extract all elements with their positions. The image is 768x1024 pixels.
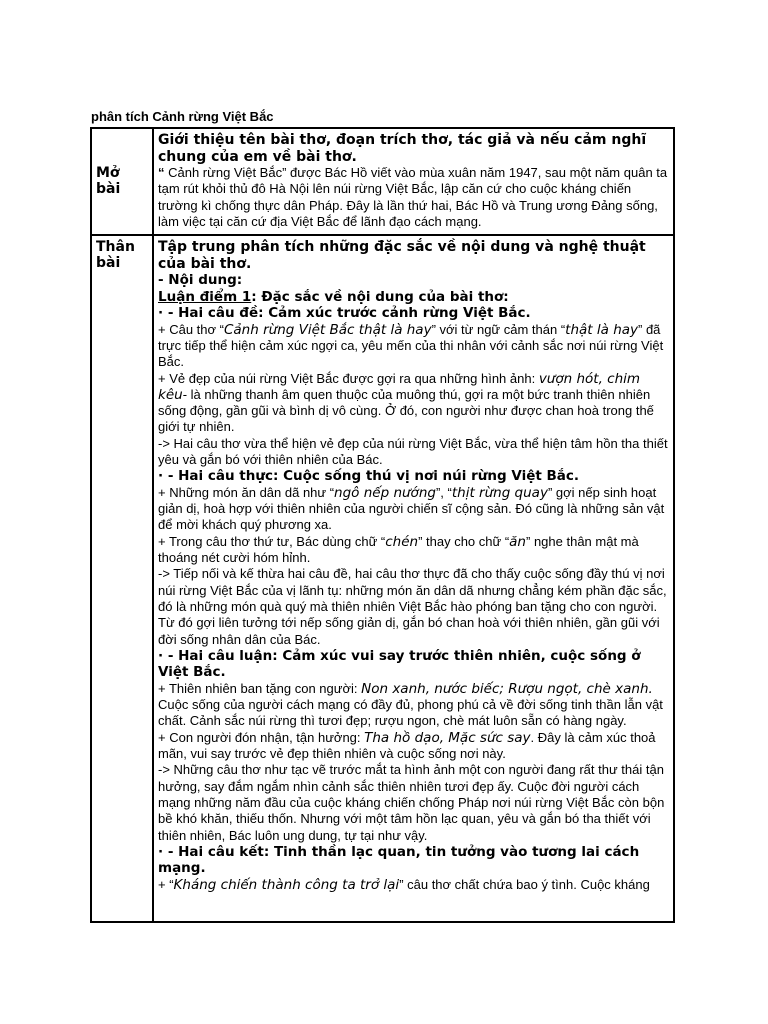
- content-mo-bai: [153, 128, 674, 235]
- luan-diem-label: Luận điểm 1: [158, 288, 252, 305]
- mo-bai-heading: Giới thiệu tên bài thơ, đoạn trích thơ, tác giả và nếu cảm nghĩ chung của em về bài thơ.: [158, 132, 647, 165]
- text: + Con người đón nhận, tận hưởng:: [158, 729, 365, 745]
- label-than-bai: Thân bài: [91, 235, 153, 922]
- text: + Vẻ đẹp của núi rừng Việt Bắc được gợi ra qua những hình ảnh:: [158, 370, 539, 386]
- text: + Trong câu thơ thứ tư, Bác dùng chữ “: [158, 533, 386, 549]
- mo-bai-text: [158, 165, 669, 230]
- poem-quote: Kháng chiến thành công ta trở lại: [173, 876, 400, 893]
- text: ” với từ ngữ cảm thán “: [431, 321, 566, 337]
- paragraph: -> Hai câu thơ vừa thể hiện vẻ đẹp của núi rừng Việt Bắc, vừa thể hiện tâm hồn tha thiết yêu và gắn bó với thiên nhiên của Bác.: [158, 435, 668, 468]
- poem-quote: ăn: [509, 533, 526, 550]
- text: + “: [158, 876, 174, 892]
- paragraph: [158, 681, 669, 730]
- poem-quote: vượn hót, chim kêu: [158, 370, 641, 403]
- than-bai-heading: Tập trung phân tích những đặc sắc về nội dung và nghệ thuật của bài thơ.: [158, 239, 646, 272]
- document-title: phân tích Cảnh rừng Việt Bắc: [91, 109, 274, 124]
- luan-diem-text: : Đặc sắc về nội dung của bài thơ:: [251, 288, 509, 305]
- text: - là những thanh âm quen thuộc của muông thú, gợi ra một bức tranh thiên nhiên sống động, gần gũi và bình dị vô cùng. Ở đó, con người như được chan hoà trong thế giới tự nhiên.: [158, 386, 654, 435]
- paragraph: [158, 485, 669, 534]
- text: ”, “: [435, 484, 452, 500]
- noi-dung-heading: - Nội dung:: [158, 272, 243, 289]
- poem-quote: Cảnh rừng Việt Bắc thật là hay: [223, 321, 432, 338]
- text: + Thiên nhiên ban tặng con người:: [158, 680, 362, 696]
- section-title-cau-de: · - Hai câu đề: Cảm xúc trước cảnh rừng Việt Bắc.: [158, 305, 531, 322]
- poem-quote: Non xanh, nước biếc; Rượu ngọt, chè xanh.: [361, 680, 653, 697]
- quote-mark: “: [158, 165, 165, 180]
- poem-quote: Tha hồ dạo, Mặc sức say: [364, 729, 531, 746]
- paragraph: -> Những câu thơ như tạc vẽ trước mắt ta hình ảnh một con người đang rất thư thái tận hưởng, say đắm ngắm nhìn cảnh sắc thiên nhiên tươi đẹp ấy. Cuộc đời người cách mạng những năm đầu của cuộc kháng chiến chống Pháp nơi núi rừng Việt Bắc còn bộn bề khó khăn, thiếu thốn. Nhưng với một tâm hồn lạc quan, yêu và gắn bó tha thiết với thiên nhiên, Bác luôn ung dung, tự tại như vậy.: [158, 762, 665, 843]
- text: ” gợi nếp sinh hoạt giản dị, hoà hợp với thiên nhiên của người chiến sĩ cộng sản. Đó cũng là những sản vật để mời khách quý phương xa.: [158, 484, 665, 533]
- text: + Câu thơ “: [158, 321, 224, 337]
- poem-quote: ngô nếp nướng: [334, 484, 436, 501]
- section-title-cau-luan: · - Hai câu luận: Cảm xúc vui say trước thiên nhiên, cuộc sống ở Việt Bắc.: [158, 647, 641, 681]
- text: + Những món ăn dân dã như “: [158, 484, 335, 500]
- row-mo-bai: [91, 128, 674, 235]
- poem-quote: chén: [385, 533, 419, 550]
- text: ” câu thơ chất chứa bao ý tình. Cuộc kháng: [399, 876, 650, 892]
- paragraph: -> Tiếp nối và kế thừa hai câu đề, hai câu thơ thực đã cho thấy cuộc sống đầy thú vị nơi núi rừng Việt Bắc của vị lãnh tụ: những món ăn dân dã nhưng chẳng kém phần đặc sắc, đó là những món quà quý mà thiên nhiên Việt Bắc hào phóng ban tặng cho con người. Từ đó gợi liên tưởng tới nếp sống giản dị, gắn bó chan hoà với thiên nhiên, gần gũi với đời sống nhân dân của Bác.: [158, 566, 667, 647]
- text: Cuộc sống của người cách mạng có đầy đủ, phong phú cả về đời sống tinh thần lẫn vật chất. Cảnh sắc núi rừng thì tươi đẹp; rượu ngon, chè mát luôn sẵn có hàng ngày.: [158, 697, 663, 729]
- content-than-bai: [153, 235, 674, 922]
- label-mo-bai: Mở bài: [91, 128, 153, 235]
- paragraph: [158, 371, 669, 436]
- mo-bai-paragraph: Cảnh rừng Việt Bắc” được Bác Hồ viết vào mùa xuân năm 1947, sau một năm quân ta tạm rút khỏi thủ đô Hà Nội lên núi rừng Việt Bắc, lập căn cứ cho cuộc kháng chiến trường kì chống thực dân Pháp. Đây là lần thứ hai, Bác Hồ và Trung ương Đảng sống, làm việc tại căn cứ địa Việt Bắc để lãnh đạo cách mạng.: [158, 165, 668, 229]
- section-title-cau-ket: · - Hai câu kết: Tinh thần lạc quan, tin tưởng vào tương lai cách mạng.: [158, 843, 640, 877]
- text: . Đây là cảm xúc thoả mãn, vui say trước vẻ đẹp thiên nhiên và cuộc sống nơi này.: [158, 729, 656, 762]
- paragraph: [158, 730, 669, 763]
- text: ” nghe thân mật mà thoáng nét cười hóm hỉnh.: [158, 533, 639, 566]
- paragraph: [158, 877, 669, 893]
- paragraph: [158, 322, 669, 371]
- poem-quote: thịt rừng quay: [451, 484, 548, 501]
- poem-quote: thật là hay: [565, 321, 639, 338]
- section-title-cau-thuc: · - Hai câu thực: Cuộc sống thú vị nơi núi rừng Việt Bắc.: [158, 468, 580, 485]
- row-than-bai: [91, 235, 674, 922]
- text: ” thay cho chữ “: [418, 533, 510, 549]
- paragraph: [158, 534, 669, 567]
- outline-table: [90, 127, 675, 923]
- text: ” đã trực tiếp thể hiện cảm xúc ngợi ca, yêu mến của thi nhân với cảnh sắc nơi núi rừng Việt Bắc.: [158, 321, 664, 370]
- luan-diem-heading: [158, 289, 669, 306]
